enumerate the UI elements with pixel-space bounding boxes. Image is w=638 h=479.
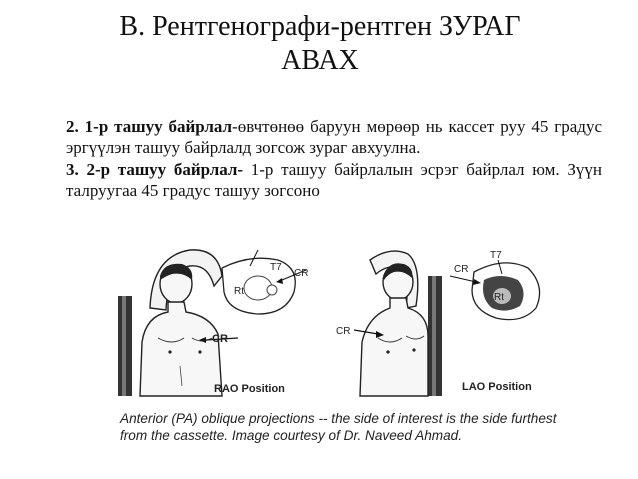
slide-title-line1: B. Рентгенографи-рентген ЗУРАГ [119,11,521,42]
body-text [66,116,602,202]
lao-cr-top-label: CR [454,264,469,275]
rao-illustration [118,250,308,396]
rao-cr-label: CR [212,333,228,345]
paragraph-first-text: -өвчтөнөө баруун мөрөөр нь кассет руу 45 градус эргүүлэн ташуу байрлалд зогсож зураг авхуулна. [66,117,602,157]
rao-torso [140,302,222,396]
rao-position-label: RAO Position [214,383,285,395]
rao-cross-section [222,250,308,314]
rao-cr-top-label: CR [294,268,309,279]
paragraph-first-heading: 2. 1-р ташуу байрлал [66,117,233,136]
paragraph-first-oblique [66,116,602,158]
figure-caption: Anterior (PA) oblique projections -- the side of interest is the side furthest from the cassette. Image courtesy of Dr. Naveed Ahmad. [120,411,557,443]
lao-cr-label: CR [336,326,351,337]
lao-rt-label: Rt [494,292,504,303]
paragraph-second-oblique [66,159,602,201]
paragraph-second-heading: 3. 2-р ташуу байрлал- [66,160,244,179]
lao-cross-section [450,250,540,320]
slide-title-line2: АВАХ [281,45,359,76]
oblique-positions-figure [110,246,550,406]
slide-title [40,10,600,78]
rao-t7-label: T7 [270,262,282,273]
positions-illustration [110,246,550,406]
lao-torso [360,298,428,396]
lao-position-label: LAO Position [462,381,532,393]
lao-illustration [336,250,540,396]
lao-t7-label: T7 [490,250,502,261]
paragraph-second-text: 1-р ташуу байрлалын эсрэг байрлал юм. Зүүн талруугаа 45 градус ташуу зогсоно [66,160,602,200]
rao-rt-label: Rt [234,286,244,297]
